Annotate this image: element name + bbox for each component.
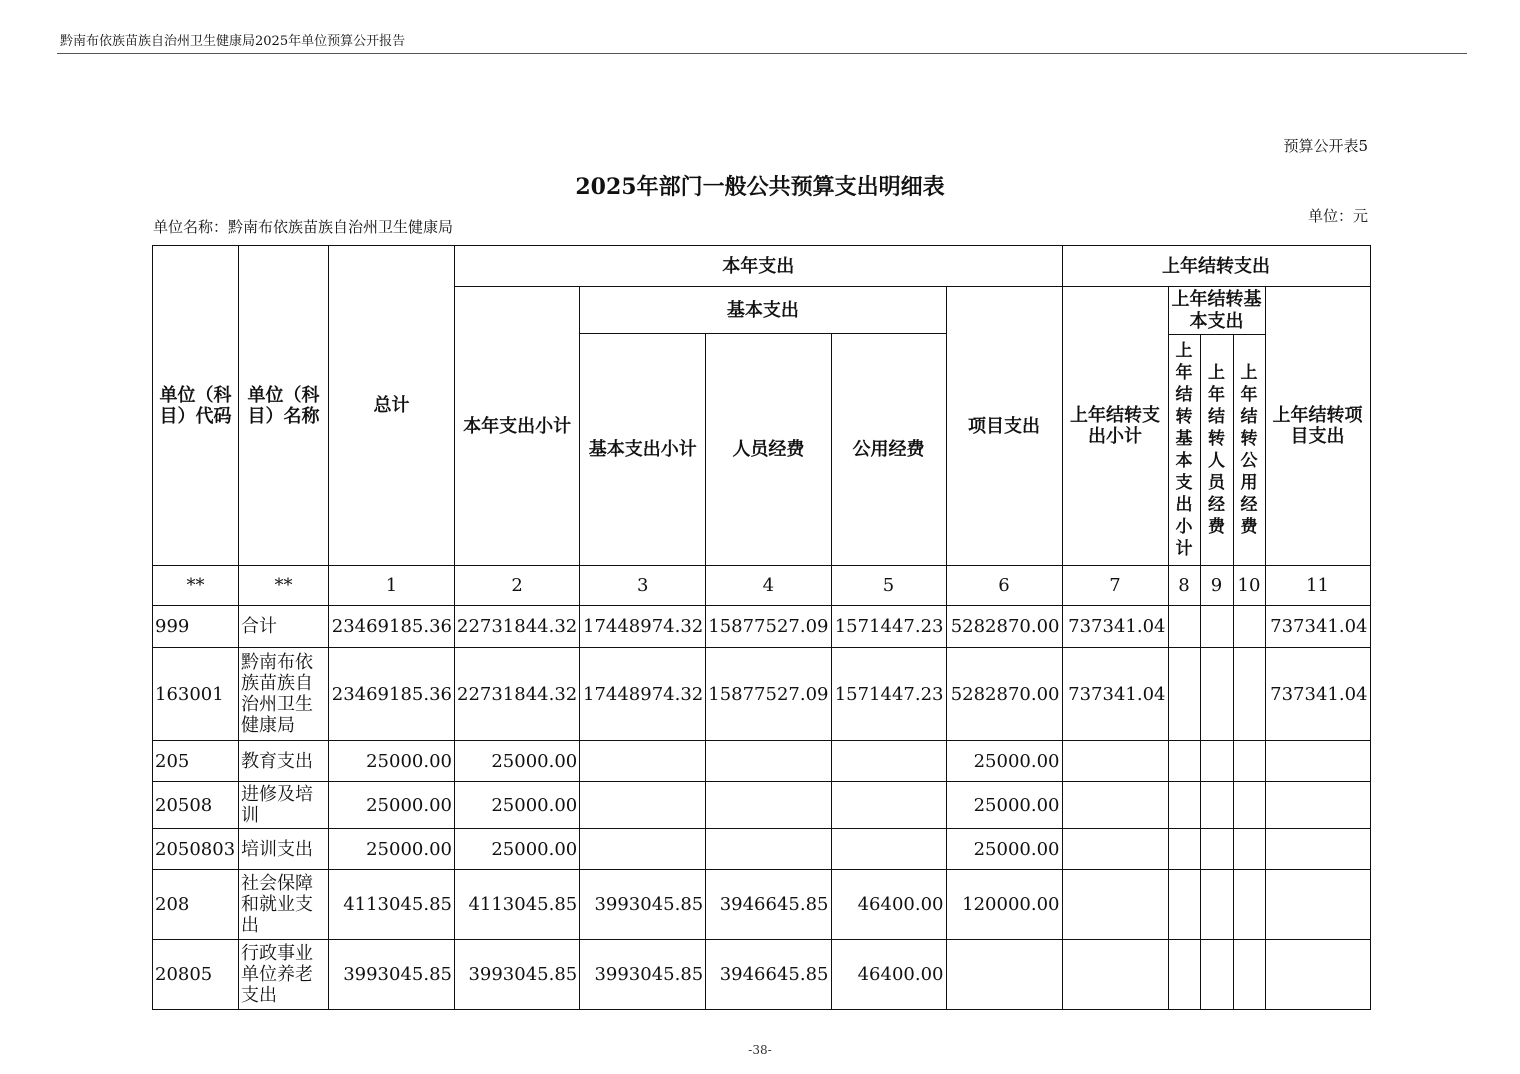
row-code: 208 bbox=[153, 870, 239, 940]
header-prior-year: 上年结转支出 bbox=[1062, 246, 1370, 287]
header-basic: 基本支出 bbox=[580, 287, 946, 334]
budget-table bbox=[152, 245, 1371, 1010]
value-cell: 1571447.23 bbox=[831, 648, 946, 741]
index-cell: 7 bbox=[1062, 566, 1168, 606]
header-prior-public: 上年结转公用经费 bbox=[1233, 335, 1265, 566]
value-cell: 25000.00 bbox=[455, 741, 580, 782]
table-row bbox=[153, 940, 1371, 1010]
value-cell: 5282870.00 bbox=[946, 648, 1062, 741]
header-public: 公用经费 bbox=[831, 334, 946, 566]
value-cell bbox=[1200, 870, 1233, 940]
header-rule bbox=[57, 53, 1467, 54]
value-cell: 25000.00 bbox=[329, 829, 455, 870]
currency-unit: 单位：元 bbox=[1307, 207, 1368, 225]
row-name: 教育支出 bbox=[239, 741, 329, 782]
header-current-year: 本年支出 bbox=[455, 246, 1063, 287]
value-cell bbox=[580, 782, 706, 829]
table-row bbox=[153, 829, 1371, 870]
value-cell: 737341.04 bbox=[1265, 606, 1370, 648]
row-name: 社会保障和就业支出 bbox=[239, 870, 329, 940]
value-cell: 25000.00 bbox=[455, 782, 580, 829]
index-cell: 10 bbox=[1233, 566, 1265, 606]
value-cell: 1571447.23 bbox=[831, 606, 946, 648]
index-cell: ** bbox=[153, 566, 239, 606]
value-cell: 3993045.85 bbox=[580, 870, 706, 940]
value-cell bbox=[1265, 870, 1370, 940]
column-index-row bbox=[153, 566, 1371, 606]
row-code: 20508 bbox=[153, 782, 239, 829]
value-cell: 120000.00 bbox=[946, 870, 1062, 940]
value-cell: 25000.00 bbox=[329, 782, 455, 829]
table-row bbox=[153, 741, 1371, 782]
index-cell: 4 bbox=[706, 566, 831, 606]
header-code: 单位（科目）代码 bbox=[153, 246, 239, 566]
value-cell bbox=[1200, 782, 1233, 829]
row-code: 163001 bbox=[153, 648, 239, 741]
value-cell: 22731844.32 bbox=[455, 648, 580, 741]
value-cell: 3946645.85 bbox=[706, 870, 831, 940]
value-cell bbox=[1233, 829, 1265, 870]
header-prior-subtotal: 上年结转支出小计 bbox=[1062, 287, 1168, 566]
value-cell bbox=[1200, 606, 1233, 648]
row-name: 合计 bbox=[239, 606, 329, 648]
value-cell bbox=[1200, 829, 1233, 870]
header-prior-basic-subtotal: 上年结转基本支出小计 bbox=[1168, 335, 1200, 566]
index-cell: 3 bbox=[580, 566, 706, 606]
row-name: 行政事业单位养老支出 bbox=[239, 940, 329, 1010]
index-cell: 6 bbox=[946, 566, 1062, 606]
table-row bbox=[153, 648, 1371, 741]
value-cell bbox=[1233, 940, 1265, 1010]
header-personnel: 人员经费 bbox=[706, 334, 831, 566]
value-cell bbox=[1062, 782, 1168, 829]
value-cell: 25000.00 bbox=[455, 829, 580, 870]
row-name: 培训支出 bbox=[239, 829, 329, 870]
value-cell: 5282870.00 bbox=[946, 606, 1062, 648]
value-cell bbox=[1168, 648, 1200, 741]
value-cell: 25000.00 bbox=[329, 741, 455, 782]
value-cell: 17448974.32 bbox=[580, 606, 706, 648]
value-cell bbox=[1265, 940, 1370, 1010]
value-cell bbox=[831, 741, 946, 782]
value-cell: 22731844.32 bbox=[455, 606, 580, 648]
header-total: 总计 bbox=[329, 246, 455, 566]
row-code: 2050803 bbox=[153, 829, 239, 870]
value-cell bbox=[580, 741, 706, 782]
header-prior-personnel: 上年结转人员经费 bbox=[1200, 335, 1233, 566]
value-cell bbox=[1200, 940, 1233, 1010]
value-cell bbox=[706, 829, 831, 870]
value-cell bbox=[1062, 741, 1168, 782]
value-cell bbox=[1062, 940, 1168, 1010]
value-cell bbox=[706, 741, 831, 782]
value-cell bbox=[1168, 870, 1200, 940]
value-cell: 15877527.09 bbox=[706, 606, 831, 648]
row-code: 999 bbox=[153, 606, 239, 648]
value-cell: 25000.00 bbox=[946, 829, 1062, 870]
running-header: 黔南布依族苗族自治州卫生健康局2025年单位预算公开报告 bbox=[60, 34, 406, 49]
value-cell: 46400.00 bbox=[831, 870, 946, 940]
value-cell bbox=[1168, 829, 1200, 870]
value-cell: 3993045.85 bbox=[455, 940, 580, 1010]
table-row bbox=[153, 870, 1371, 940]
value-cell: 23469185.36 bbox=[329, 648, 455, 741]
value-cell: 46400.00 bbox=[831, 940, 946, 1010]
value-cell bbox=[1168, 606, 1200, 648]
index-cell: ** bbox=[239, 566, 329, 606]
header-basic-subtotal: 基本支出小计 bbox=[580, 334, 706, 566]
form-number: 预算公开表5 bbox=[1283, 137, 1368, 155]
value-cell: 737341.04 bbox=[1062, 648, 1168, 741]
table-row bbox=[153, 782, 1371, 829]
value-cell bbox=[1062, 870, 1168, 940]
value-cell bbox=[1265, 741, 1370, 782]
value-cell bbox=[1233, 870, 1265, 940]
value-cell: 17448974.32 bbox=[580, 648, 706, 741]
row-name: 进修及培训 bbox=[239, 782, 329, 829]
value-cell bbox=[1233, 782, 1265, 829]
row-code: 20805 bbox=[153, 940, 239, 1010]
value-cell bbox=[1233, 606, 1265, 648]
value-cell bbox=[831, 782, 946, 829]
value-cell: 3993045.85 bbox=[329, 940, 455, 1010]
value-cell: 25000.00 bbox=[946, 782, 1062, 829]
value-cell: 4113045.85 bbox=[455, 870, 580, 940]
header-current-subtotal: 本年支出小计 bbox=[455, 287, 580, 566]
value-cell bbox=[946, 940, 1062, 1010]
value-cell bbox=[1062, 829, 1168, 870]
page-number: -38- bbox=[748, 1043, 772, 1057]
value-cell bbox=[580, 829, 706, 870]
value-cell bbox=[1265, 782, 1370, 829]
value-cell bbox=[1233, 741, 1265, 782]
index-cell: 8 bbox=[1168, 566, 1200, 606]
index-cell: 5 bbox=[831, 566, 946, 606]
index-cell: 1 bbox=[329, 566, 455, 606]
value-cell: 3993045.85 bbox=[580, 940, 706, 1010]
row-code: 205 bbox=[153, 741, 239, 782]
unit-name: 单位名称：黔南布依族苗族自治州卫生健康局 bbox=[153, 218, 454, 236]
header-prior-project: 上年结转项目支出 bbox=[1265, 287, 1370, 566]
row-name: 黔南布依族苗族自治州卫生健康局 bbox=[239, 648, 329, 741]
header-name: 单位（科目）名称 bbox=[239, 246, 329, 566]
value-cell bbox=[1168, 940, 1200, 1010]
value-cell bbox=[1200, 741, 1233, 782]
value-cell bbox=[1168, 741, 1200, 782]
value-cell: 3946645.85 bbox=[706, 940, 831, 1010]
value-cell bbox=[1265, 829, 1370, 870]
value-cell bbox=[1168, 782, 1200, 829]
value-cell bbox=[1233, 648, 1265, 741]
value-cell: 15877527.09 bbox=[706, 648, 831, 741]
document-title: 2025年部门一般公共预算支出明细表 bbox=[575, 174, 945, 200]
header-prior-basic: 上年结转基本支出 bbox=[1168, 287, 1265, 335]
value-cell: 25000.00 bbox=[946, 741, 1062, 782]
value-cell bbox=[1200, 648, 1233, 741]
value-cell bbox=[706, 782, 831, 829]
value-cell: 737341.04 bbox=[1062, 606, 1168, 648]
value-cell bbox=[831, 829, 946, 870]
index-cell: 9 bbox=[1200, 566, 1233, 606]
value-cell: 23469185.36 bbox=[329, 606, 455, 648]
table-row bbox=[153, 606, 1371, 648]
index-cell: 11 bbox=[1265, 566, 1370, 606]
header-project: 项目支出 bbox=[946, 287, 1062, 566]
value-cell: 4113045.85 bbox=[329, 870, 455, 940]
value-cell: 737341.04 bbox=[1265, 648, 1370, 741]
index-cell: 2 bbox=[455, 566, 580, 606]
